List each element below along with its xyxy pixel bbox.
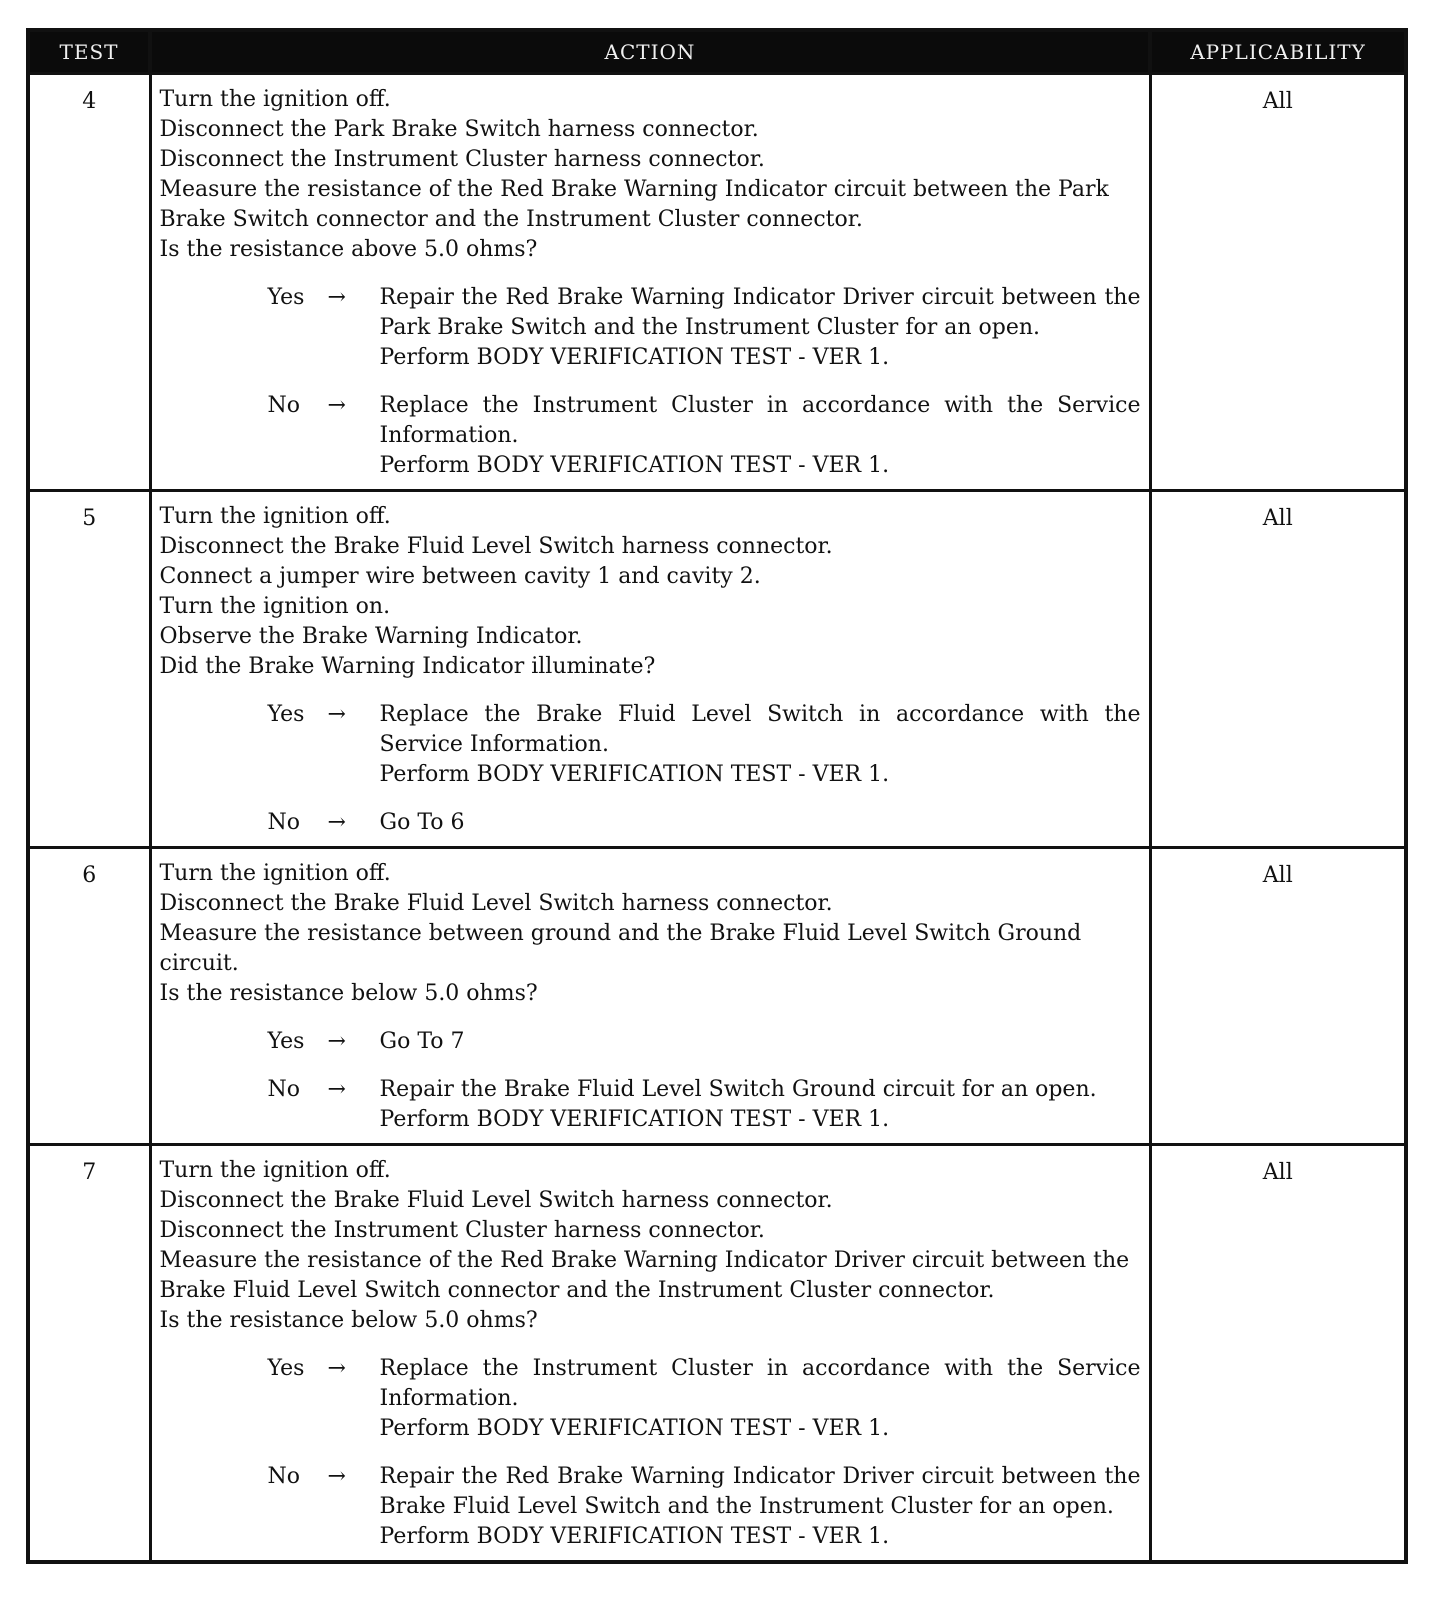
response-line: Perform BODY VERIFICATION TEST - VER 1. bbox=[379, 1107, 890, 1132]
response-line: Go To 6 bbox=[379, 810, 465, 835]
table-row bbox=[28, 74, 1406, 491]
response-line: Replace the Instrument Cluster in accordance with the Service Information. bbox=[379, 1356, 1141, 1411]
applicability-value: All bbox=[1150, 491, 1406, 848]
table-row bbox=[28, 1145, 1406, 1563]
outcome-answer: No bbox=[267, 810, 300, 835]
outcome-answer: Yes bbox=[267, 285, 305, 310]
arrow-right-icon: → bbox=[327, 702, 346, 727]
test-number: 4 bbox=[28, 74, 150, 491]
header-action: ACTION bbox=[150, 30, 1150, 74]
applicability-value: All bbox=[1150, 848, 1406, 1145]
arrow-right-icon: → bbox=[327, 1356, 346, 1381]
outcome-answer: Yes bbox=[267, 1356, 305, 1381]
outcome-no bbox=[268, 808, 1141, 838]
response-line: Go To 7 bbox=[379, 1029, 465, 1054]
applicability-value: All bbox=[1150, 1145, 1406, 1563]
action-step: Disconnect the Instrument Cluster harness connector. bbox=[159, 1218, 765, 1243]
action-step: Turn the ignition on. bbox=[159, 594, 391, 619]
action-step: Disconnect the Instrument Cluster harness connector. bbox=[159, 147, 765, 172]
header-test: TEST bbox=[28, 30, 150, 74]
document-page bbox=[26, 28, 1404, 1564]
outcome-yes bbox=[268, 700, 1141, 790]
action-step: Turn the ignition off. bbox=[159, 504, 391, 529]
response-line: Replace the Brake Fluid Level Switch in accordance with the Service Information. bbox=[379, 702, 1141, 757]
response-line: Perform BODY VERIFICATION TEST - VER 1. bbox=[379, 345, 890, 370]
outcome-response bbox=[380, 1027, 1141, 1057]
action-step: Observe the Brake Warning Indicator. bbox=[159, 624, 583, 649]
action-cell bbox=[150, 491, 1150, 848]
outcome-response bbox=[380, 1354, 1141, 1444]
action-cell bbox=[150, 848, 1150, 1145]
response-line: Perform BODY VERIFICATION TEST - VER 1. bbox=[379, 762, 890, 787]
arrow-right-icon: → bbox=[327, 285, 346, 310]
outcome-no bbox=[268, 1075, 1141, 1135]
outcome-response bbox=[380, 808, 1141, 838]
table-row bbox=[28, 491, 1406, 848]
response-line: Repair the Red Brake Warning Indicator Driver circuit between the Brake Fluid Level Switch and the Instrument Cluster for an open. bbox=[379, 1464, 1141, 1519]
outcome-response bbox=[380, 700, 1141, 790]
action-step: Disconnect the Brake Fluid Level Switch harness connector. bbox=[159, 1188, 833, 1213]
table-row bbox=[28, 848, 1406, 1145]
arrow-right-icon: → bbox=[327, 1077, 346, 1102]
outcome-yes bbox=[268, 283, 1141, 373]
action-step: Turn the ignition off. bbox=[159, 1158, 391, 1183]
action-step: Turn the ignition off. bbox=[159, 861, 391, 886]
outcome-response bbox=[380, 391, 1141, 481]
diagnostic-test-table bbox=[26, 28, 1408, 1564]
outcome-yes bbox=[268, 1354, 1141, 1444]
action-step: Disconnect the Brake Fluid Level Switch harness connector. bbox=[159, 891, 833, 916]
response-line: Replace the Instrument Cluster in accordance with the Service Information. bbox=[379, 393, 1141, 448]
outcome-no bbox=[268, 1462, 1141, 1552]
outcome-answer: Yes bbox=[267, 1029, 305, 1054]
action-step: Disconnect the Park Brake Switch harness connector. bbox=[159, 117, 759, 142]
arrow-right-icon: → bbox=[327, 810, 346, 835]
test-number: 7 bbox=[28, 1145, 150, 1563]
response-line: Repair the Brake Fluid Level Switch Ground circuit for an open. bbox=[379, 1077, 1097, 1102]
test-number: 6 bbox=[28, 848, 150, 1145]
action-step: Is the resistance below 5.0 ohms? bbox=[159, 981, 538, 1006]
outcome-response bbox=[380, 283, 1141, 373]
response-line: Repair the Red Brake Warning Indicator Driver circuit between the Park Brake Switch and the Instrument Cluster for an open. bbox=[379, 285, 1141, 340]
action-step: Measure the resistance of the Red Brake Warning Indicator circuit between the Park Brake Switch connector and the Instrument Cluster connector. bbox=[159, 177, 1109, 232]
action-step: Did the Brake Warning Indicator illuminate? bbox=[159, 654, 656, 679]
test-number: 5 bbox=[28, 491, 150, 848]
action-step: Is the resistance below 5.0 ohms? bbox=[159, 1308, 538, 1333]
table-header bbox=[28, 30, 1406, 74]
response-line: Perform BODY VERIFICATION TEST - VER 1. bbox=[379, 1524, 890, 1549]
action-step: Connect a jumper wire between cavity 1 and cavity 2. bbox=[159, 564, 761, 589]
table-body bbox=[28, 74, 1406, 1563]
outcome-yes bbox=[268, 1027, 1141, 1057]
action-step: Is the resistance above 5.0 ohms? bbox=[159, 237, 538, 262]
action-step: Disconnect the Brake Fluid Level Switch harness connector. bbox=[159, 534, 833, 559]
outcome-answer: No bbox=[267, 1077, 300, 1102]
header-applicability: APPLICABILITY bbox=[1150, 30, 1406, 74]
action-step: Measure the resistance between ground and the Brake Fluid Level Switch Ground circuit. bbox=[159, 921, 1082, 976]
applicability-value: All bbox=[1150, 74, 1406, 491]
action-step: Measure the resistance of the Red Brake Warning Indicator Driver circuit between the Brake Fluid Level Switch connector and the Instrument Cluster connector. bbox=[159, 1248, 1130, 1303]
arrow-right-icon: → bbox=[327, 1464, 346, 1489]
outcome-answer: No bbox=[267, 1464, 300, 1489]
action-cell bbox=[150, 74, 1150, 491]
response-line: Perform BODY VERIFICATION TEST - VER 1. bbox=[379, 1416, 890, 1441]
action-step: Turn the ignition off. bbox=[159, 87, 391, 112]
outcome-no bbox=[268, 391, 1141, 481]
response-line: Perform BODY VERIFICATION TEST - VER 1. bbox=[379, 453, 890, 478]
outcome-answer: No bbox=[267, 393, 300, 418]
action-cell bbox=[150, 1145, 1150, 1563]
outcome-response bbox=[380, 1075, 1141, 1135]
outcome-response bbox=[380, 1462, 1141, 1552]
arrow-right-icon: → bbox=[327, 393, 346, 418]
arrow-right-icon: → bbox=[327, 1029, 346, 1054]
outcome-answer: Yes bbox=[267, 702, 305, 727]
